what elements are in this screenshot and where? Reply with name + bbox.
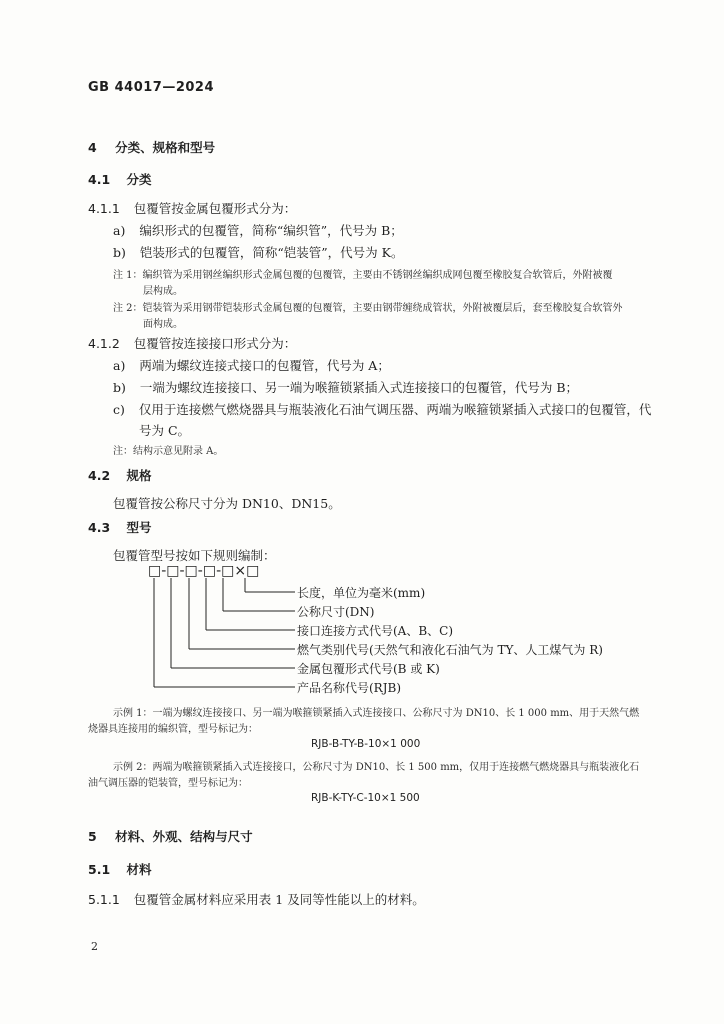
example-2-code: RJB-K-TY-C-10×1 500 [311,792,420,804]
example-1-code: RJB-B-TY-B-10×1 000 [311,738,421,750]
clause-5-1-1 [88,890,425,908]
list-item-continuation: 号为 C。 [139,423,191,438]
list-text: 铠装形式的包覆管，简称“铠装管”，代号为 K。 [139,245,404,260]
clause-number: 4.1.1 [88,201,120,216]
list-text: 编织形式的包覆管，简称“编织管”，代号为 B； [139,223,403,238]
clause-text: 包覆管金属材料应采用表 1 及同等性能以上的材料。 [133,892,425,907]
section-number: 4.2 [88,468,111,483]
code-label-dn: 公称尺寸(DN) [297,605,375,619]
note-2-line-2: 面构成。 [143,319,183,330]
section-title: 分类、规格和型号 [115,140,216,155]
example-1-line-1: 示例 1：一端为螺纹连接接口、另一端为喉箍锁紧插入式连接接口、公称尺寸为 DN10、长 1 000 mm、用于天然气燃 [113,708,640,719]
clause-number: 5.1.1 [88,892,120,907]
section-number: 4.1 [88,172,111,187]
example-1-line-2: 烧器具连接用的编织管，型号标记为： [88,724,258,735]
page-number: 2 [91,940,98,953]
note-1-line-1: 注 1：编织管为采用钢丝编织形式金属包覆的包覆管，主要由不锈钢丝编织成网包覆至橡胶复合软管后，外附被覆 [113,270,613,281]
list-label: c) [113,402,125,417]
code-label-gas-type: 燃气类别代号(天然气和液化石油气为 TY、人工煤气为 R) [297,643,603,657]
list-label: a) [113,358,126,373]
code-label-interface: 接口连接方式代号(A、B、C) [297,624,454,638]
code-label-product: 产品名称代号(RJB) [297,681,402,695]
section-title: 规格 [126,468,152,483]
section-5-1-heading [88,860,152,878]
model-code-pattern: □-□-□-□-□×□ [148,563,260,579]
section-title: 材料 [126,862,152,877]
standard-number: GB 44017—2024 [88,80,215,95]
section-number: 5 [88,829,97,844]
paragraph: 包覆管按公称尺寸分为 DN10、DN15。 [113,496,341,511]
note: 注：结构示意见附录 A。 [113,446,224,457]
section-title: 分类 [126,172,152,187]
list-text: 仅用于连接燃气燃烧器具与瓶装液化石油气调压器、两端为喉箍锁紧插入式接口的包覆管，代 [138,402,652,417]
list-label: a) [113,223,126,238]
example-2-line-1: 示例 2：两端为喉箍锁紧插入式连接接口，公称尺寸为 DN10、长 1 500 mm，仅用于连接燃气燃烧器具与瓶装液化石 [113,762,640,773]
section-number: 4.3 [88,520,111,535]
section-number: 5.1 [88,862,111,877]
note-2-line-1: 注 2：铠装管为采用钢带铠装形式金属包覆的包覆管，主要由钢带缠绕成管状，外附被覆层后，套至橡胶复合软管外 [113,303,623,314]
section-title: 材料、外观、结构与尺寸 [115,829,253,844]
paragraph: 包覆管型号按如下规则编制： [113,548,276,563]
section-title: 型号 [126,520,152,535]
list-text: 一端为螺纹连接接口、另一端为喉箍锁紧插入式连接接口的包覆管，代号为 B； [139,380,579,395]
code-label-metal-form: 金属包覆形式代号(B 或 K) [297,662,440,676]
list-text: 两端为螺纹连接式接口的包覆管，代号为 A； [139,358,390,373]
note-1-line-2: 层构成。 [143,286,183,297]
clause-text: 包覆管按金属包覆形式分为： [133,201,297,216]
code-label-length: 长度，单位为毫米(mm) [297,586,426,600]
clause-number: 4.1.2 [88,336,120,351]
section-5-heading [88,827,253,845]
section-number: 4 [88,140,97,155]
example-2-line-2: 油气调压器的铠装管，型号标记为： [88,778,248,789]
clause-text: 包覆管按连接接口形式分为： [133,336,297,351]
list-label: b) [113,380,126,395]
list-label: b) [113,245,126,260]
